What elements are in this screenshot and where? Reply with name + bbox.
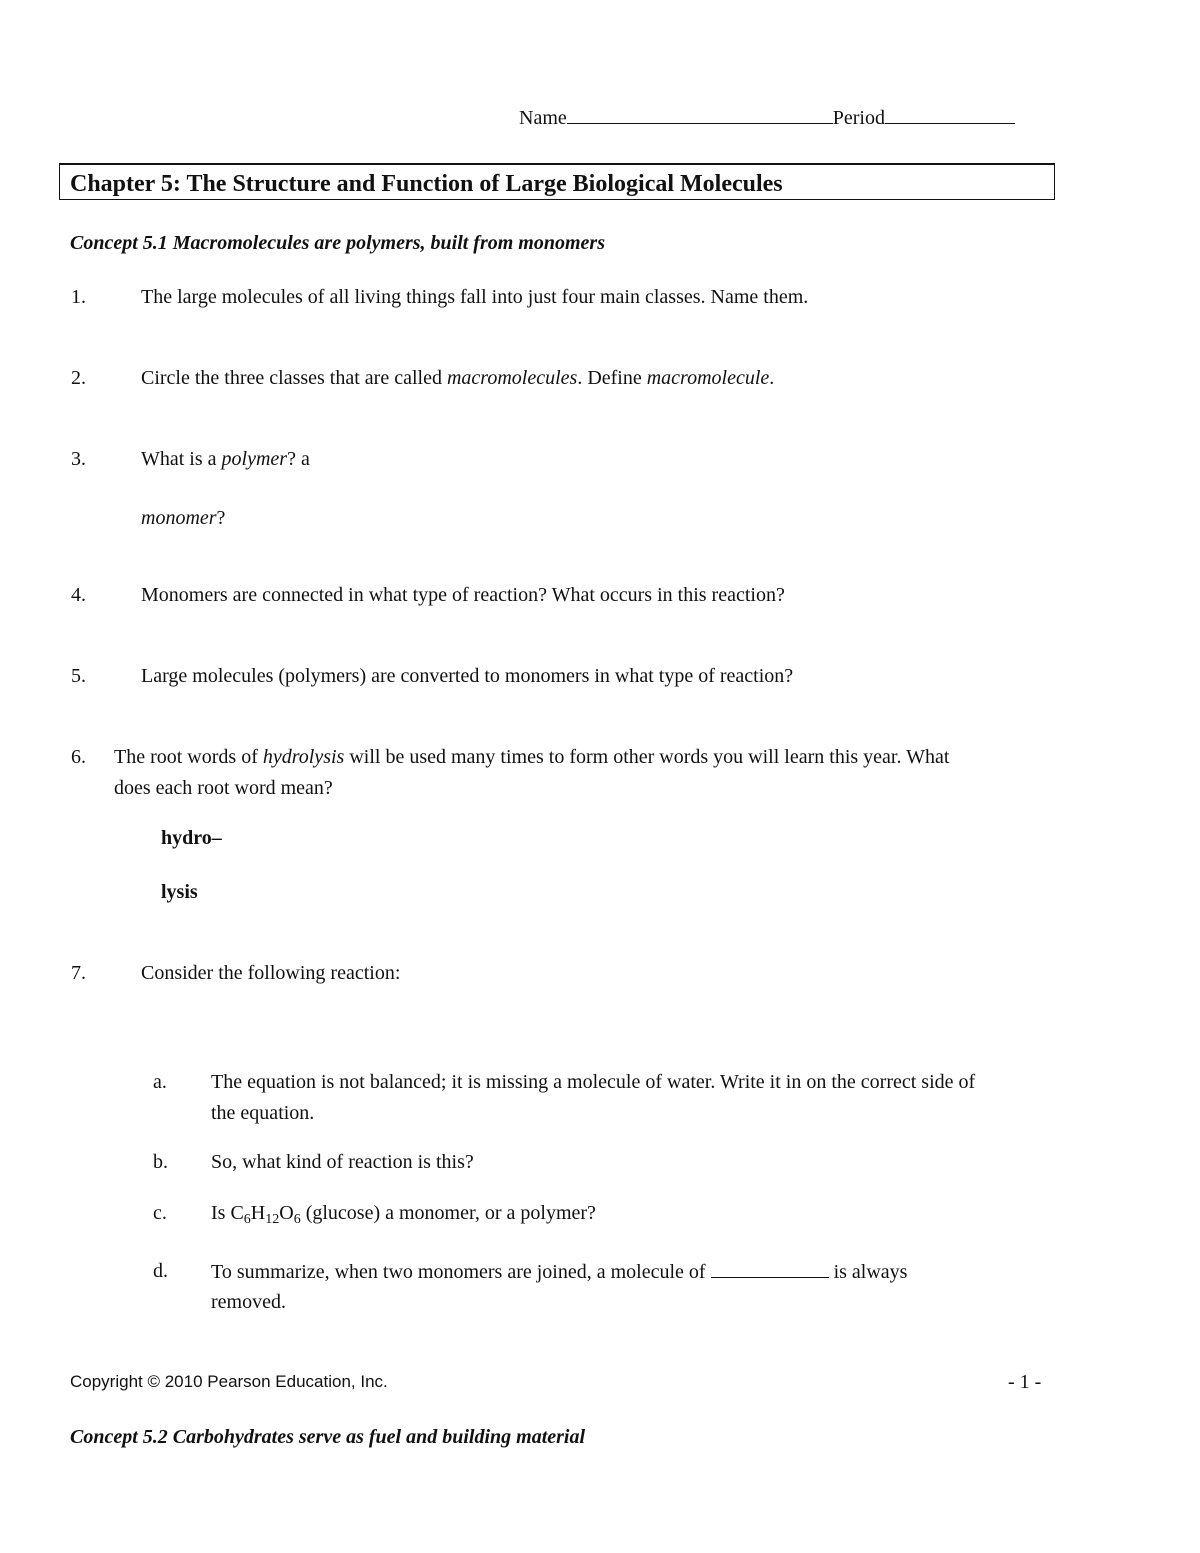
question-4-text: Monomers are connected in what type of reaction? What occurs in this reaction? [141,584,785,606]
water-blank[interactable] [711,1259,829,1278]
subquestion-a-text-line2: the equation. [211,1102,315,1124]
question-5-number: 5. [71,665,86,687]
question-4-number: 4. [71,584,86,606]
subquestion-c-text: Is $C_6H_{12}O_6$ (glucose) a monomer, or a polymer? [211,1202,596,1227]
question-6-text-line2: does each root word mean? [114,777,333,799]
question-5-text: Large molecules (polymers) are converted to monomers in what type of reaction? [141,665,794,687]
chapter-title-box [59,163,1055,200]
copyright-text: Copyright © 2010 Pearson Education, Inc. [70,1372,388,1391]
concept-5-1-heading: Concept 5.1 Macromolecules are polymers, built from monomers [70,232,605,254]
subquestion-d-letter: d. [153,1260,168,1282]
subquestion-d-text: To summarize, when two monomers are joined, a molecule of is always [211,1261,908,1283]
question-1-text: The large molecules of all living things fall into just four main classes. Name them. [141,286,809,308]
question-2-number: 2. [71,367,86,389]
period-blank[interactable] [885,105,1015,124]
subquestion-c-letter: c. [153,1202,167,1224]
question-2-text: Circle the three classes that are called macromolecules. Define macromolecule. [141,367,775,389]
question-6-number: 6. [71,746,86,768]
subquestion-b-text: So, what kind of reaction is this? [211,1151,474,1173]
page-number: - 1 - [1008,1371,1042,1393]
root-word-lysis: lysis [161,881,198,903]
question-7-text: Consider the following reaction: [141,962,401,984]
name-label: Name [519,107,567,129]
question-7-number: 7. [71,962,86,984]
period-label: Period [832,107,885,129]
concept-5-2-heading: Concept 5.2 Carbohydrates serve as fuel and building material [70,1426,586,1448]
question-3-text: What is a polymer? a [141,448,310,470]
question-3-text-line2: monomer? [141,507,226,529]
question-1-number: 1. [71,286,86,308]
question-6-text: The root words of hydrolysis will be used many times to form other words you will learn this year. What [114,746,950,768]
root-word-hydro: hydro– [161,827,222,849]
name-period-header [519,105,1015,130]
question-3-number: 3. [71,448,86,470]
name-blank[interactable] [567,105,833,124]
subquestion-a-letter: a. [153,1071,167,1093]
chapter-title: Chapter 5: The Structure and Function of Large Biological Molecules [70,171,783,197]
subquestion-a-text: The equation is not balanced; it is missing a molecule of water. Write it in on the correct side of [211,1071,976,1093]
subquestion-b-letter: b. [153,1151,168,1173]
subquestion-d-text-line2: removed. [211,1291,286,1313]
